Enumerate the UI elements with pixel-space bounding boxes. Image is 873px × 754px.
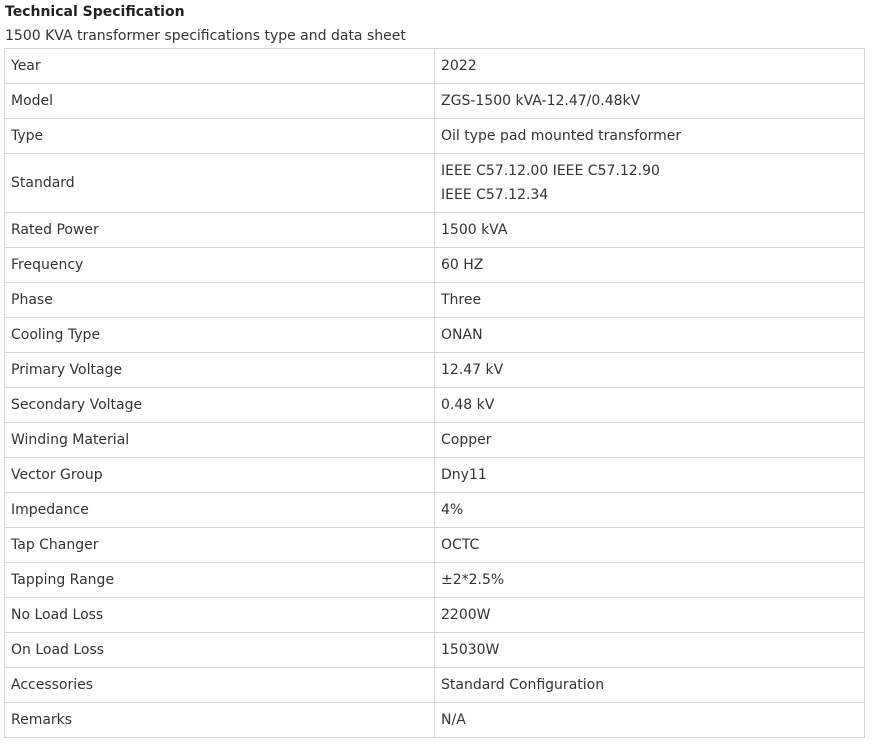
spec-label: Secondary Voltage xyxy=(5,388,435,423)
spec-value-line: Dny11 xyxy=(441,467,487,483)
spec-value xyxy=(435,423,865,458)
table-row xyxy=(5,528,865,563)
spec-label: No Load Loss xyxy=(5,598,435,633)
spec-value-line: Oil type pad mounted transformer xyxy=(441,128,682,144)
spec-table-body xyxy=(5,49,865,738)
spec-value xyxy=(435,119,865,154)
spec-table xyxy=(4,48,865,738)
spec-value xyxy=(435,248,865,283)
spec-value-line: ±2*2.5% xyxy=(441,572,505,588)
spec-value-line: Standard Configuration xyxy=(441,677,605,693)
table-row xyxy=(5,633,865,668)
page-subtitle: 1500 KVA transformer specifications type and data sheet xyxy=(5,28,406,44)
table-row xyxy=(5,318,865,353)
spec-value xyxy=(435,318,865,353)
spec-label: Primary Voltage xyxy=(5,353,435,388)
table-row xyxy=(5,388,865,423)
spec-value xyxy=(435,668,865,703)
table-row xyxy=(5,703,865,738)
spec-value-line: 60 HZ xyxy=(441,257,484,273)
table-row xyxy=(5,423,865,458)
spec-label: Cooling Type xyxy=(5,318,435,353)
spec-label: Vector Group xyxy=(5,458,435,493)
page-title: Technical Specification xyxy=(5,4,185,20)
spec-value xyxy=(435,633,865,668)
spec-label: On Load Loss xyxy=(5,633,435,668)
table-row xyxy=(5,668,865,703)
spec-value xyxy=(435,84,865,119)
spec-value xyxy=(435,598,865,633)
spec-label: Accessories xyxy=(5,668,435,703)
table-row xyxy=(5,213,865,248)
spec-value xyxy=(435,528,865,563)
spec-value xyxy=(435,703,865,738)
spec-value xyxy=(435,353,865,388)
table-row xyxy=(5,353,865,388)
spec-value xyxy=(435,213,865,248)
table-row xyxy=(5,598,865,633)
spec-value-line: IEEE C57.12.34 xyxy=(441,187,549,203)
spec-value-line: OCTC xyxy=(441,537,480,553)
table-row xyxy=(5,458,865,493)
spec-value xyxy=(435,283,865,318)
spec-label: Impedance xyxy=(5,493,435,528)
spec-label: Phase xyxy=(5,283,435,318)
spec-label: Type xyxy=(5,119,435,154)
spec-value-line: IEEE C57.12.00 IEEE C57.12.90 xyxy=(441,163,660,179)
spec-value xyxy=(435,458,865,493)
spec-value-line: N/A xyxy=(441,712,466,728)
spec-value-line: Copper xyxy=(441,432,492,448)
table-row xyxy=(5,248,865,283)
table-row xyxy=(5,119,865,154)
spec-value-line: 2022 xyxy=(441,58,477,74)
spec-value-line: 1500 kVA xyxy=(441,222,508,238)
spec-label: Model xyxy=(5,84,435,119)
table-row xyxy=(5,84,865,119)
spec-label: Standard xyxy=(5,154,435,213)
spec-label: Year xyxy=(5,49,435,84)
spec-label: Tap Changer xyxy=(5,528,435,563)
table-row xyxy=(5,493,865,528)
table-row xyxy=(5,49,865,84)
spec-value-line: 15030W xyxy=(441,642,500,658)
spec-value-line: 0.48 kV xyxy=(441,397,495,413)
spec-value-line: ZGS-1500 kVA-12.47/0.48kV xyxy=(441,93,641,109)
spec-value-line: Three xyxy=(441,292,482,308)
spec-label: Winding Material xyxy=(5,423,435,458)
spec-value xyxy=(435,388,865,423)
spec-value-line: ONAN xyxy=(441,327,483,343)
spec-value-line: 2200W xyxy=(441,607,491,623)
spec-label: Frequency xyxy=(5,248,435,283)
table-row xyxy=(5,283,865,318)
spec-label: Tapping Range xyxy=(5,563,435,598)
spec-label: Remarks xyxy=(5,703,435,738)
spec-value-line: 4% xyxy=(441,502,464,518)
spec-value-line: 12.47 kV xyxy=(441,362,504,378)
spec-value xyxy=(435,154,865,213)
spec-value xyxy=(435,49,865,84)
table-row xyxy=(5,154,865,213)
spec-value xyxy=(435,563,865,598)
spec-label: Rated Power xyxy=(5,213,435,248)
spec-value xyxy=(435,493,865,528)
table-row xyxy=(5,563,865,598)
